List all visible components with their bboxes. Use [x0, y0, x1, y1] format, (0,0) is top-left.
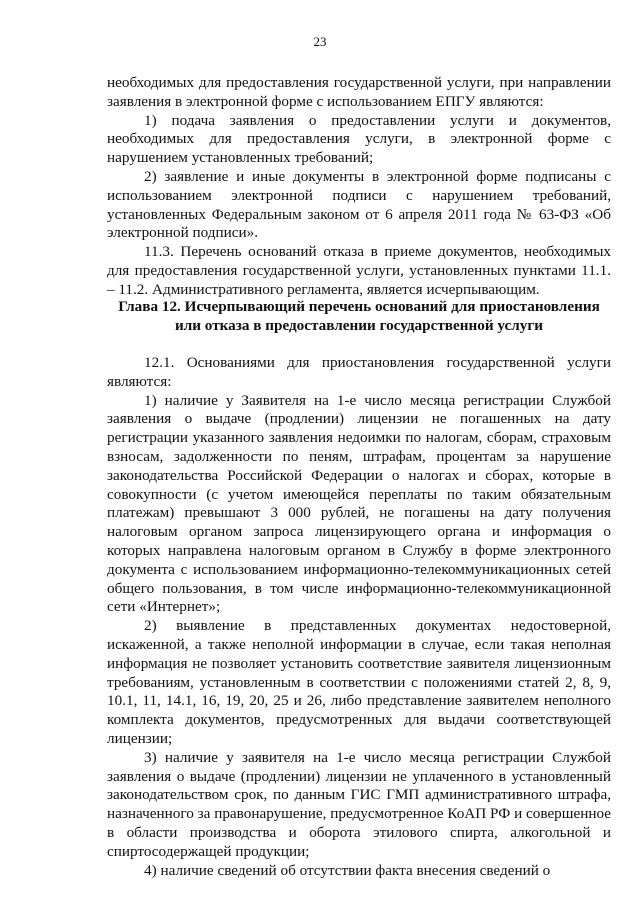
lower-text-block — [107, 354, 611, 880]
refusal-ground-2: 2) заявление и иные документы в электронной форме подписаны с использованием электронной подписи с нарушением требований, установленных Федеральным законом от 6 апреля 2011 года № 63-ФЗ «Об электронной подписи». — [107, 167, 611, 242]
suspension-ground-2: 2) выявление в представленных документах недостоверной, искаженной, а также неполной информации в случае, если такая неполная информация не позволяет установить соответствие заявителя лицензионным требованиям, установленным в соответствии с положениями статей 2, 8, 9, 10.1, 11, 14.1, 16, 19, 20, 25 и 26, либо представление заявителем неполного комплекта документов, предусмотренных для выдачи соответствующей лицензии; — [107, 617, 611, 747]
chapter-title-line-2: или отказа в предоставлении государственной услуги — [174, 317, 543, 334]
continued-paragraph: необходимых для предоставления государственной услуги, при направлении заявления в электронной форме с использованием ЕПГУ являются: — [107, 74, 611, 110]
page-number: 23 — [313, 34, 327, 49]
paragraph-11-3: 11.3. Перечень оснований отказа в приеме документов, необходимых для предоставления государственной услуги, установленных пунктами 11.1. – 11.2. Административного регламента, является исчерпывающим. — [107, 243, 611, 298]
suspension-ground-4: 4) наличие сведений об отсутствии факта внесения сведений о — [144, 861, 551, 879]
suspension-ground-3: 3) наличие у заявителя на 1-е число месяца регистрации Службой заявления о выдаче (продлении) лицензии не уплаченного в установленный законодательством срок, по данным ГИС ГМП административного штрафа, назначенного за правонарушение, предусмотренное КоАП РФ и совершенное в области производства и оборота этилового спирта, алкогольной и спиртосодержащей продукции; — [107, 748, 611, 860]
paragraph-12-1: 12.1. Основаниями для приостановления государственной услуги являются: — [107, 354, 611, 390]
upper-text-block — [107, 74, 611, 300]
chapter-12-heading — [107, 297, 611, 335]
chapter-title-line-1: Глава 12. Исчерпывающий перечень оснований для приостановления — [118, 298, 600, 315]
refusal-ground-1: 1) подача заявления о предоставлении услуги и документов, необходимых для предоставления услуги, в электронной форме с нарушением установленных требований; — [107, 111, 611, 167]
suspension-ground-1: 1) наличие у Заявителя на 1-е число месяца регистрации Службой заявления о выдаче (продлении) лицензии не погашенных на дату регистрации указанного заявления недоимки по налогам, сборам, страховым взносам, задолженности по пеням, штрафам, процентам за нарушение законодательства Российской Федерации о налогах и сборах, которые в совокупности (с учетом имеющейся переплаты по таким обязательным платежам) превышают 3 000 рублей, не погашены на дату получения налоговым органом запроса лицензирующего органа и информация о которых направлена налоговым органом в Службу в форме электронного документа с использованием информационно-телекоммуникационных сетей общего пользования, в том числе информационно-телекоммуникационной сети «Интернет»; — [107, 391, 611, 616]
